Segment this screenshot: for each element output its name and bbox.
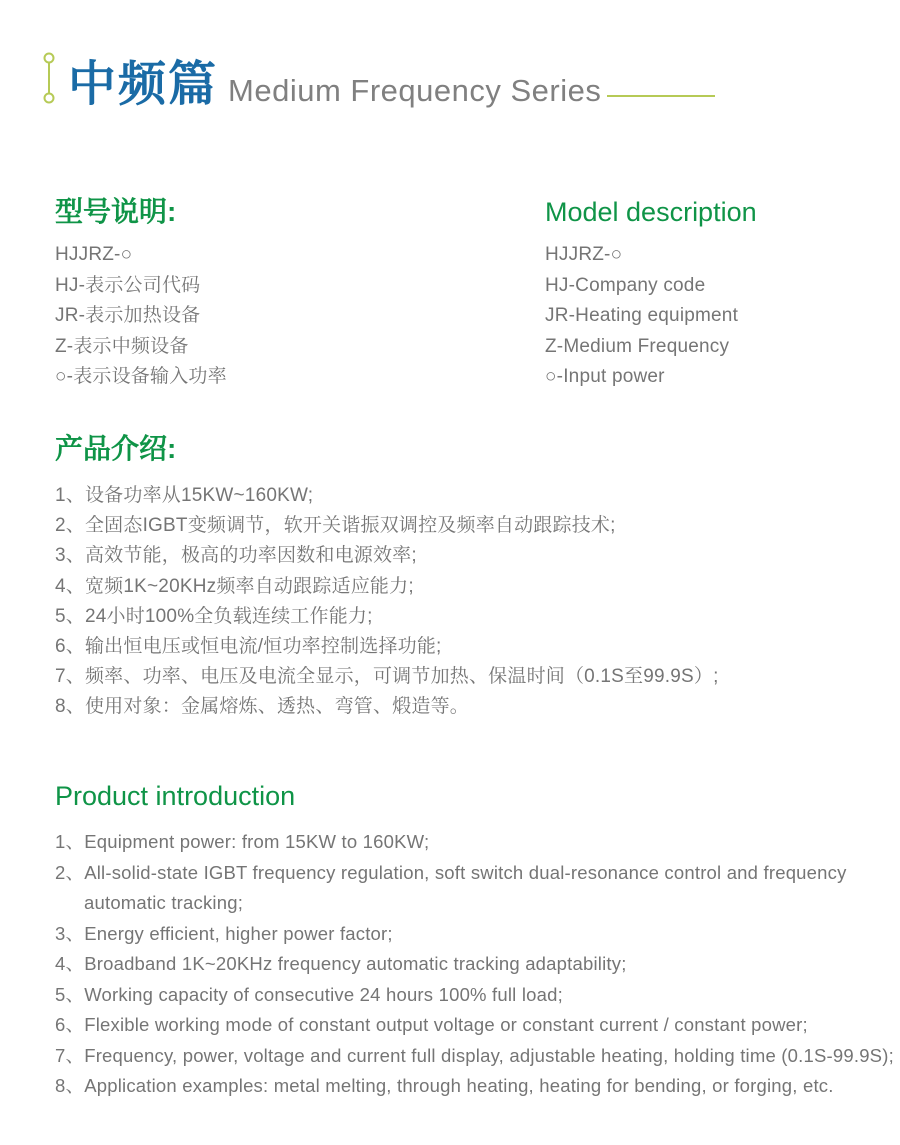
page-header	[42, 52, 715, 110]
model-line: HJJRZ-○	[55, 244, 133, 265]
list-item: 2、全固态IGBT变频调节，软开关谐振双调控及频率自动跟踪技术;	[55, 515, 616, 537]
list-item: 6、输出恒电压或恒电流/恒功率控制选择功能;	[55, 636, 442, 658]
list-item: 8、Application examples: metal melting, through heating, heating for bending, or forging, etc.	[55, 1075, 834, 1096]
list-item: 5、24小时100%全负载连续工作能力;	[55, 605, 373, 627]
list-item: 8、使用对象：金属熔炼、透热、弯管、煅造等。	[55, 696, 469, 718]
model-line: Z-Medium Frequency	[545, 335, 730, 357]
model-line: ○-Input power	[545, 366, 665, 387]
model-line: JR-Heating equipment	[545, 305, 739, 326]
model-description-heading-en: Model description	[545, 197, 757, 227]
list-item: 4、宽频1K~20KHz频率自动跟踪适应能力;	[55, 575, 414, 597]
model-line: ○-表示设备输入功率	[55, 366, 227, 387]
model-line: Z-表示中频设备	[55, 335, 189, 357]
list-item: 5、Working capacity of consecutive 24 hours 100% full load;	[55, 983, 563, 1005]
model-description-heading-cn: 型号说明:	[55, 196, 177, 227]
product-introduction-heading-en: Product introduction	[55, 781, 296, 811]
list-item: 7、Frequency, power, voltage and current full display, adjustable heating, holding time (0.1S-99.9S);	[55, 1044, 894, 1066]
model-line: JR-表示加热设备	[55, 305, 201, 326]
model-line: HJ-表示公司代码	[55, 274, 201, 296]
list-item: 6、Flexible working mode of constant output voltage or constant current / constant power;	[55, 1014, 808, 1035]
model-line: HJ-Company code	[545, 274, 706, 296]
list-item: 4、Broadband 1K~20KHz frequency automatic tracking adaptability;	[55, 953, 627, 974]
list-item: 3、高效节能，极高的功率因数和电源效率;	[55, 545, 417, 567]
model-line: HJJRZ-○	[545, 244, 623, 265]
list-item: 1、Equipment power: from 15KW to 160KW;	[55, 831, 430, 852]
list-item: 2、All-solid-state IGBT frequency regulation, soft switch dual-resonance control and frequency automatic tracking;	[55, 861, 847, 913]
model-description-english-column	[545, 196, 757, 393]
product-introduction-english-section	[55, 781, 900, 1102]
page-title-chinese: 中频篇	[68, 58, 219, 112]
list-item: 1、设备功率从15KW~160KW;	[55, 485, 314, 506]
product-introduction-chinese-section	[55, 433, 885, 723]
page-title-english: Medium Frequency Series	[228, 73, 602, 108]
model-description-chinese-column	[55, 196, 227, 393]
title-underline-rule	[607, 95, 715, 97]
list-item: 3、Energy efficient, higher power factor;	[55, 922, 393, 944]
product-introduction-heading-cn: 产品介绍:	[55, 433, 177, 464]
dotted-line-icon	[42, 52, 56, 109]
list-item: 7、频率、功率、电压及电流全显示，可调节加热、保温时间（0.1S至99.9S）;	[55, 666, 719, 688]
